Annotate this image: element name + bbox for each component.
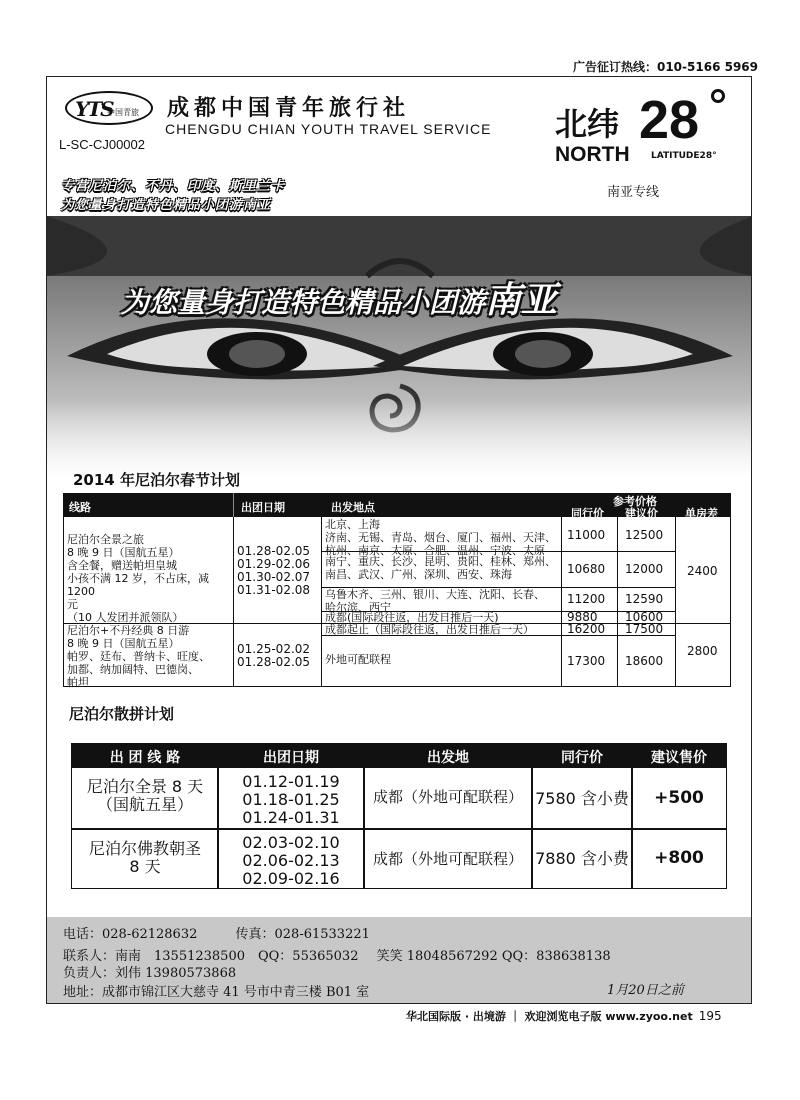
logo-text: YTS [75, 97, 113, 121]
group1-route: 尼泊尔全景之旅 8 晚 9 日（国航五星） 含全餐，赠送帕坦皇城 小孩不满 12 岁，不占床，减 1200 元 （10 人发团并派领队） [67, 533, 209, 624]
address: 地址：成都市锦江区大慈寺 41 号市中青三楼 B01 室 [63, 985, 370, 1000]
header-single: 单房差 [685, 507, 718, 520]
page-number: 195 [698, 1009, 722, 1023]
license-number: L-SC-CJ00002 [59, 137, 145, 152]
contact-person: 联系人：南南 13551238500 QQ：55365032 [63, 949, 359, 964]
banner-image [47, 216, 752, 478]
hotline: 广告征订热线：010-5166 5969 [572, 60, 758, 74]
company-name-en: CHENGDU CHIAN YOUTH TRAVEL SERVICE [165, 121, 492, 137]
group1-peer-3: 11200 [567, 592, 606, 606]
banner-title [121, 272, 557, 323]
group2-suggest-2: 18600 [625, 654, 664, 668]
group2-origin-1: 成都起止（国际段往返，出发日推后一天） [325, 623, 534, 636]
footer-text: 华北国际版 · 出境游 ｜ 欢迎浏览电子版 www.zyoo.net [406, 1010, 693, 1023]
group2-peer-2: 17300 [567, 654, 606, 668]
group2-route: 尼泊尔+不丹经典 8 日游 8 晚 9 日（国航五星） 帕罗、廷布、普纳卡、旺度、 加都、纳加阔特、巴德岗、 帕坦 [67, 624, 210, 689]
header-suggest: 建议售价 [651, 750, 707, 766]
slogan-1: 专营尼泊尔、不丹、印度、斯里兰卡 [61, 179, 286, 194]
deadline: 1月20日之前 [607, 983, 684, 998]
page-footer [406, 1008, 722, 1024]
brand-logo [555, 90, 745, 167]
group2-single: 2800 [687, 644, 718, 658]
table-header [72, 744, 726, 768]
table-header [63, 493, 731, 520]
header-peer: 同行价 [571, 507, 604, 520]
contact-person-2: 笑笑 18048567292 QQ：838638138 [376, 949, 611, 964]
slogan-2: 为您量身打造特色精品小团游南亚 [61, 198, 272, 213]
brand-num: 28 [639, 90, 700, 150]
header-route: 出 团 线 路 [109, 750, 181, 766]
header-origin: 出发地 [427, 750, 469, 766]
loose-plan-title: 尼泊尔散拼计划 [69, 705, 175, 723]
stupa-eyes-illustration [47, 216, 752, 478]
brand-subtitle: 南亚专线 [607, 185, 660, 200]
spring-plan-title: 2014 年尼泊尔春节计划 [73, 471, 240, 489]
degree-icon [711, 89, 725, 103]
loose-row1-dates: 01.12-01.19 01.18-01.25 01.24-01.31 [242, 772, 340, 827]
brand-latitude: LATITUDE28° [651, 151, 717, 161]
header-route: 线路 [69, 501, 91, 514]
group1-origin-4: 成都(国际段往返，出发日推后一天) [325, 611, 499, 624]
group1-origin-2: 南宁、重庆、长沙、昆明、贵阳、桂林、郑州、 南昌、武汉、广州、深圳、西安、珠海 [325, 555, 556, 581]
loose-row2-route: 尼泊尔佛教朝圣 8 天 [88, 839, 201, 876]
group1-single: 2400 [687, 564, 718, 578]
header-date: 出团日期 [263, 750, 319, 766]
loose-row1-route: 尼泊尔全景 8 天 （国航五星） [86, 777, 204, 814]
header-peer: 同行价 [561, 750, 603, 766]
banner-title-main: 为您量身打造特色精品小团游 [121, 286, 486, 319]
group1-origin-3: 乌鲁木齐、三州、银川、大连、沈阳、长春、 哈尔滨、西宁 [325, 588, 545, 614]
group1-suggest-1: 12500 [625, 528, 664, 542]
loose-row2-peer: 7880 含小费 [535, 849, 629, 868]
company-logo [65, 91, 153, 125]
company-name-cn: 成都中国青年旅行社 [167, 95, 411, 121]
group1-dates: 01.28-02.05 01.29-02.06 01.30-02.07 01.31-02.08 [237, 544, 311, 597]
header-suggest: 建议价 [625, 507, 658, 520]
brand-cn: 北纬 [555, 105, 620, 143]
group1-peer-1: 11000 [567, 528, 606, 542]
banner-title-big: 南亚 [485, 280, 558, 321]
group2-dates: 01.25-02.02 01.28-02.05 [237, 642, 311, 669]
group1-origin-1: 北京、上海 济南、无锡、青岛、烟台、厦门、福州、天津、 杭州、南京、太原、合肥、温州、宁波、太原 [325, 518, 556, 557]
group1-suggest-2: 12000 [625, 562, 664, 576]
group1-suggest-3: 12590 [625, 592, 664, 606]
group1-suggest-4: 10600 [625, 610, 664, 624]
group1-peer-4: 9880 [567, 610, 598, 624]
loose-plan-table [71, 743, 727, 889]
group2-suggest-1: 17500 [625, 622, 664, 636]
loose-row1-origin: 成都（外地可配联程） [372, 788, 523, 806]
header-date: 出团日期 [241, 501, 285, 514]
header-ref-price: 参考价格 [613, 495, 657, 508]
spring-plan-table [63, 493, 731, 687]
brand-north: NORTH [555, 143, 630, 166]
header-origin: 出发地点 [331, 501, 375, 514]
manager: 负责人：刘伟 13980573868 [63, 966, 237, 981]
phone: 电话：028-62128632 [63, 927, 198, 942]
loose-row2-suggest: +800 [654, 848, 704, 868]
loose-row1-suggest: +500 [654, 788, 704, 808]
loose-row2-dates: 02.03-02.10 02.06-02.13 02.09-02.16 [242, 833, 340, 888]
fax: 传真：028-61533221 [235, 927, 370, 942]
ad-frame [46, 76, 752, 1004]
loose-row2-origin: 成都（外地可配联程） [372, 850, 523, 868]
group2-peer-1: 16200 [567, 622, 606, 636]
contact-footer [47, 917, 752, 1004]
group2-origin-2: 外地可配联程 [325, 653, 391, 666]
logo-sub: 中国青旅 [107, 108, 139, 117]
group1-peer-2: 10680 [567, 562, 606, 576]
loose-row1-peer: 7580 含小费 [535, 789, 629, 808]
